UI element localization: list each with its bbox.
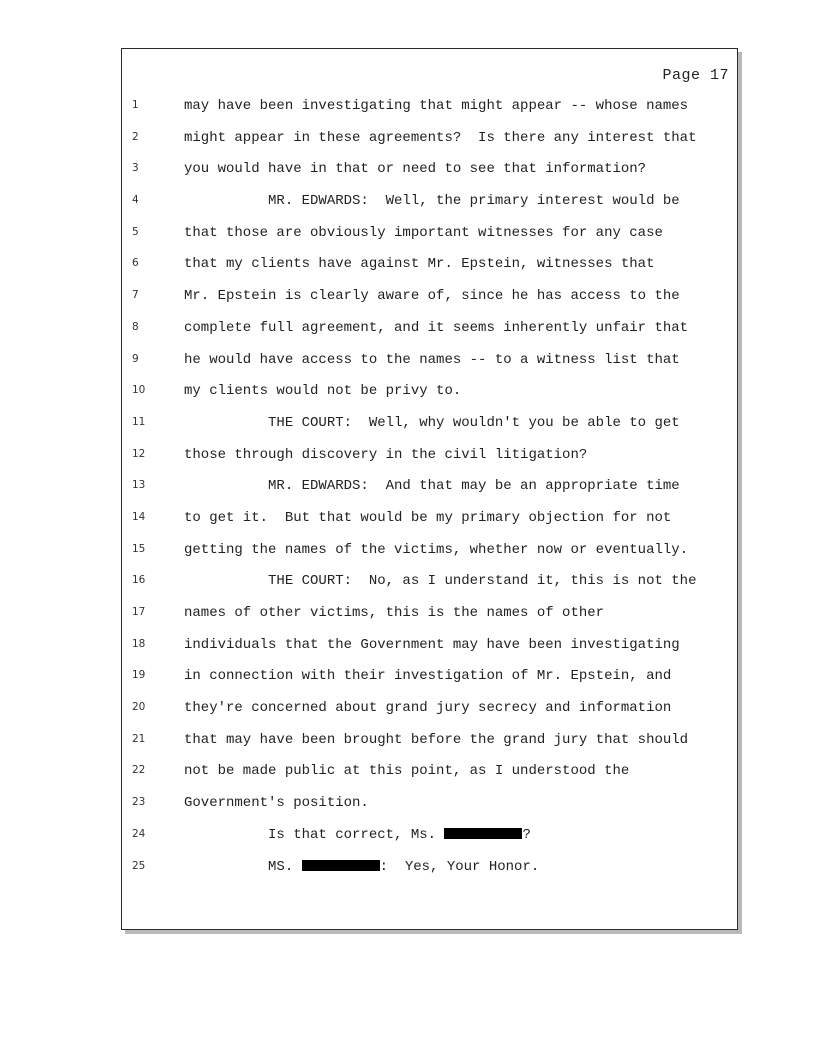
transcript-line [122, 376, 737, 408]
line-text: my clients would not be privy to. [184, 383, 462, 400]
line-text: THE COURT: Well, why wouldn't you be able to get [184, 414, 680, 431]
line-text: might appear in these agreements? Is there any interest that [184, 129, 697, 146]
line-number: 20 [132, 701, 146, 714]
redaction-box [444, 828, 522, 839]
line-text: he would have access to the names -- to a witness list that [184, 351, 680, 368]
transcript-line [122, 598, 737, 630]
line-text: that may have been brought before the grand jury that should [184, 731, 689, 748]
line-number: 11 [132, 415, 146, 428]
line-number: 21 [132, 732, 146, 745]
transcript-line [122, 123, 737, 155]
transcript-line [122, 249, 737, 281]
transcript-line [122, 661, 737, 693]
line-number: 16 [132, 574, 146, 587]
line-text: names of other victims, this is the names of other [184, 605, 605, 621]
transcript-line [122, 154, 737, 186]
line-text: in connection with their investigation of Mr. Epstein, and [184, 668, 672, 685]
transcript-page [121, 48, 738, 930]
line-text: that my clients have against Mr. Epstein, witnesses that [184, 256, 655, 273]
line-text-after-redaction: : Yes, Your Honor. [379, 858, 540, 875]
transcript-line [122, 630, 737, 662]
transcript-line [122, 535, 737, 567]
line-number: 3 [132, 162, 139, 175]
line-text: that those are obviously important witnesses for any case [184, 224, 663, 241]
line-number: 4 [132, 194, 139, 207]
line-number: 7 [132, 289, 139, 302]
line-number: 19 [132, 669, 146, 682]
line-text: complete full agreement, and it seems inherently unfair that [184, 319, 689, 336]
line-number: 18 [132, 637, 146, 650]
line-text: Government's position. [184, 795, 369, 812]
line-text [184, 827, 531, 843]
transcript-line [122, 186, 737, 218]
line-number: 23 [132, 796, 146, 809]
transcript-line [122, 503, 737, 535]
transcript-line [122, 471, 737, 503]
line-number: 6 [132, 257, 139, 270]
line-number: 13 [132, 479, 146, 492]
transcript-line [122, 788, 737, 820]
line-number: 1 [132, 99, 139, 111]
line-number: 12 [132, 447, 146, 460]
line-text: THE COURT: No, as I understand it, this is not the [184, 573, 697, 590]
transcript-line [122, 345, 737, 377]
line-text-before-redaction: MS. [184, 858, 302, 875]
line-number: 8 [132, 320, 139, 333]
line-text: may have been investigating that might appear -- whose names [184, 98, 689, 114]
transcript-line [122, 566, 737, 598]
transcript-line [122, 852, 737, 884]
transcript-line [122, 218, 737, 250]
line-number: 15 [132, 542, 146, 555]
line-number: 22 [132, 764, 146, 777]
line-number: 5 [132, 225, 139, 238]
line-text: MR. EDWARDS: And that may be an appropriate time [184, 478, 680, 495]
page-number: Page 17 [662, 67, 729, 84]
transcript-lines [122, 91, 737, 883]
line-number: 2 [132, 130, 139, 143]
line-text: they're concerned about grand jury secrecy and information [184, 700, 672, 717]
line-text-after-redaction: ? [522, 826, 531, 843]
transcript-line [122, 91, 737, 123]
line-text: individuals that the Government may have been investigating [184, 636, 680, 653]
line-number: 9 [132, 352, 139, 365]
line-number: 25 [132, 859, 146, 872]
line-text: Mr. Epstein is clearly aware of, since he has access to the [184, 288, 680, 305]
line-text: not be made public at this point, as I understood the [184, 763, 630, 780]
line-text: MR. EDWARDS: Well, the primary interest would be [184, 193, 680, 210]
line-number: 24 [132, 827, 146, 840]
transcript-line [122, 756, 737, 788]
transcript-line [122, 725, 737, 757]
line-text-before-redaction: Is that correct, Ms. [184, 826, 445, 843]
transcript-line [122, 440, 737, 472]
transcript-line [122, 408, 737, 440]
transcript-line [122, 281, 737, 313]
line-number: 17 [132, 606, 146, 618]
line-number: 14 [132, 510, 146, 523]
transcript-line [122, 313, 737, 345]
line-text [184, 859, 539, 875]
line-text: to get it. But that would be my primary objection for not [184, 509, 672, 526]
line-number: 10 [132, 384, 146, 397]
redaction-box [302, 860, 380, 871]
line-text: those through discovery in the civil litigation? [184, 446, 588, 463]
line-text: getting the names of the victims, whether now or eventually. [184, 541, 689, 558]
transcript-line [122, 693, 737, 725]
line-text: you would have in that or need to see that information? [184, 161, 647, 178]
transcript-line [122, 820, 737, 852]
